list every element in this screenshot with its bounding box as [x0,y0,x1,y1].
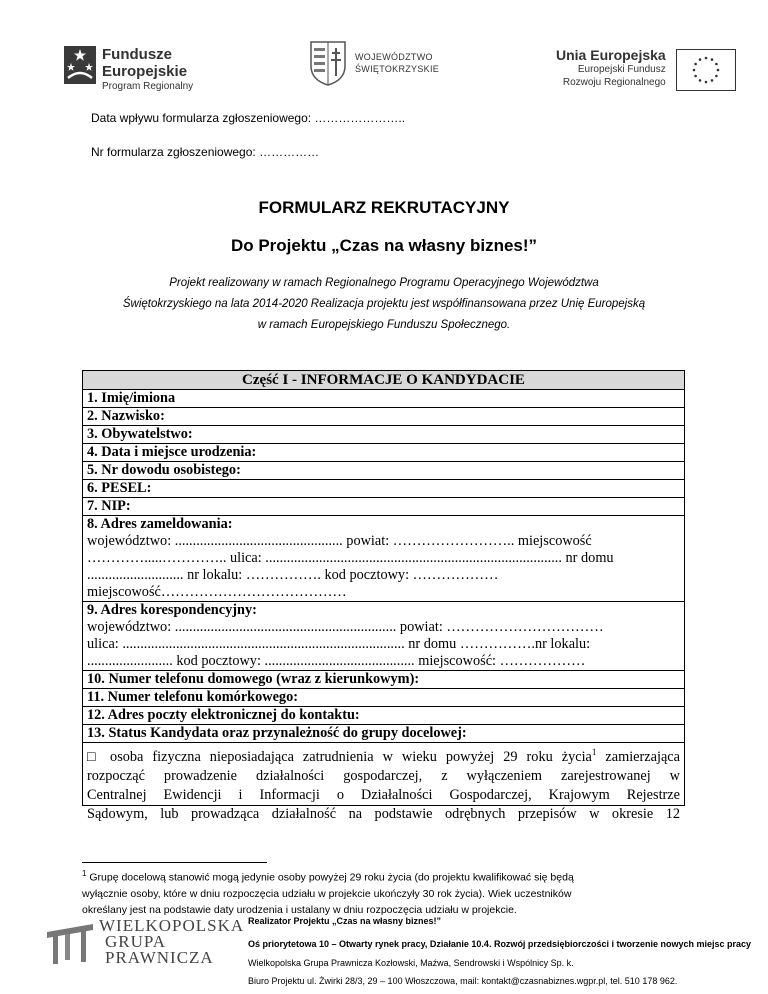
footer-firm: Wielkopolska Grupa Prawnicza Kozłowski, Maźwa, Sendrowski i Wspólnicy Sp. k. [248,958,574,968]
wgp-line3: PRAWNICZA [105,948,214,967]
project-title: Do Projektu „Czas na własny biznes!” [230,236,538,255]
address-line: ulica: ............................................................................... nr domu …………….nr lokalu: [87,636,591,652]
field-last-name[interactable] [83,408,684,426]
status-option-line: rozpocząć prowadzenie działalności gospodarczej, z wyłączeniem zarejestrowanej w [87,767,680,784]
wgp-line2: GRUPA [105,932,167,951]
wgp-line1: WIELKOPOLSKA [99,916,245,935]
footnote-separator [82,862,267,863]
field-label: 12. Adres poczty elektronicznej do kontaktu: [87,707,360,723]
eu-flag-icon [676,49,736,91]
footnote-line2: wyłącznie osoby, które w dniu rozpoczęcia udziału w projekcie ukończyły 30 rok życia). Wiek uczestników [82,887,572,900]
page-title: FORMULARZ REKRUTACYJNY [258,198,510,217]
sw-logo-line2: ŚWIĘTOKRZYSKIE [355,64,440,74]
field-label: 7. NIP: [87,498,131,514]
fundusze-europejskie-logo [64,46,193,94]
field-correspondence-address[interactable] [83,602,684,671]
form-number-label: Nr formularza zgłoszeniowego: …………… [91,145,320,159]
field-first-name[interactable] [83,390,684,408]
field-label: 5. Nr dowodu osobistego: [87,462,241,478]
field-label: 13. Status Kandydata oraz przynależność do grupy docelowej: [87,725,467,741]
address-line: ........................ kod pocztowy: .......................................... miejscowość: ……………… [87,653,586,669]
candidate-info-form [82,370,685,822]
ue-logo-line1: Unia Europejska [556,47,666,63]
status-option-text: zamierzająca [596,748,680,765]
footnote-ref: 1 [591,747,597,757]
field-label: 1. Imię/imiona [87,390,176,406]
status-option-line: Sądowym, lub prowadząca działalność na podstawie odrębnych przepisów w okresie 12 [87,805,680,822]
field-registered-address[interactable] [83,516,684,602]
fe-logo-line1: Fundusze [102,46,172,63]
intro-line2: Świętokrzyskiego na lata 2014-2020 Realizacja projektu jest współfinansowana przez Unię Europejską [122,298,646,310]
field-email[interactable] [83,707,684,725]
submission-date-label: Data wpływu formularza zgłoszeniowego: ………………….. [91,111,406,125]
status-option-line [87,743,680,767]
field-birth-date-place[interactable] [83,444,684,462]
footnote-line1: Grupę docelową stanowić mogą jedynie osoby powyżej 29 roku życia (do projektu kwalifikować się będą [86,871,574,884]
footnote [82,866,692,918]
field-label: 9. Adres korespondencyjny: [87,602,257,618]
field-home-phone[interactable] [83,671,684,689]
field-label: 6. PESEL: [87,480,152,496]
coat-of-arms-icon [309,40,347,86]
address-line: województwo: ............................................... powiat: …………………….. miejscowość [87,533,592,549]
ue-logo-line2: Europejski Fundusz [577,64,666,75]
table-emblem-icon [45,920,95,966]
field-label: 8. Adres zameldowania: [87,516,233,532]
field-label: 11. Numer telefonu komórkowego: [87,689,298,705]
footer-office: Biuro Projektu ul. Żwirki 28/3, 29 – 100 Włoszczowa, mail: kontakt@czasnabiznes.wgpr.pl, tel. 510 178 962. [248,976,678,986]
intro-line1: Projekt realizowany w ramach Regionalnego Programu Operacyjnego Województwa [169,277,599,289]
footer-realizator: Realizator Projektu „Czas na własny biznes!” [248,916,442,926]
section-header: Część I - INFORMACJE O KANDYDACIE [83,371,684,390]
status-option-line: Centralnej Ewidencji i Informacji o Działalności Gospodarczej, Krajowym Rejestrze [87,786,680,803]
ue-logo-line3: Rozwoju Regionalnego [562,77,666,88]
field-id-number[interactable] [83,462,684,480]
footnote-number: 1 [82,869,87,878]
address-line: ........................... nr lokalu: ……………. kod pocztowy: ……………… [87,567,499,583]
intro-line3: w ramach Europejskiego Funduszu Społecznego. [257,319,511,331]
footnote-line3: określany jest na podstawie daty urodzenia i ustalany w dniu rozpoczęcia udziału w projekcie. [82,903,517,916]
fe-logo-line2: Europejskie [102,63,188,80]
status-option-unemployed[interactable] [83,743,684,824]
field-label: 10. Numer telefonu domowego (wraz z kierunkowym): [87,671,420,687]
fe-stars-icon [64,46,96,82]
field-mobile-phone[interactable] [83,689,684,707]
sw-logo-line1: WOJEWÓDZTWO [355,52,433,62]
field-citizenship[interactable] [83,426,684,444]
wielkopolska-grupa-prawnicza-logo [45,918,244,966]
address-line: województwo: .............................................................. powiat: …………………………… [87,619,604,635]
unia-europejska-logo [556,47,736,91]
field-candidate-status [83,725,684,743]
field-nip[interactable] [83,498,684,516]
field-label: 4. Data i miejsce urodzenia: [87,444,257,460]
field-label: 3. Obywatelstwo: [87,426,193,442]
address-line: ………….....………….. ulica: ................................................................................... nr domu [87,550,614,566]
field-pesel[interactable] [83,480,684,498]
footer-axis: Oś priorytetowa 10 – Otwarty rynek pracy, Działanie 10.4. Rozwój przedsiębiorczości i tworzenie nowych miejsc pracy [248,939,752,949]
swietokrzyskie-logo [309,40,439,86]
status-option-text: □ osoba fizyczna nieposiadająca zatrudnienia w wieku powyżej 29 roku życia [87,748,592,765]
fe-logo-line3: Program Regionalny [102,81,194,92]
field-label: 2. Nazwisko: [87,408,165,424]
address-line: miejscowość………………………………… [87,584,347,600]
project-description [120,273,648,336]
